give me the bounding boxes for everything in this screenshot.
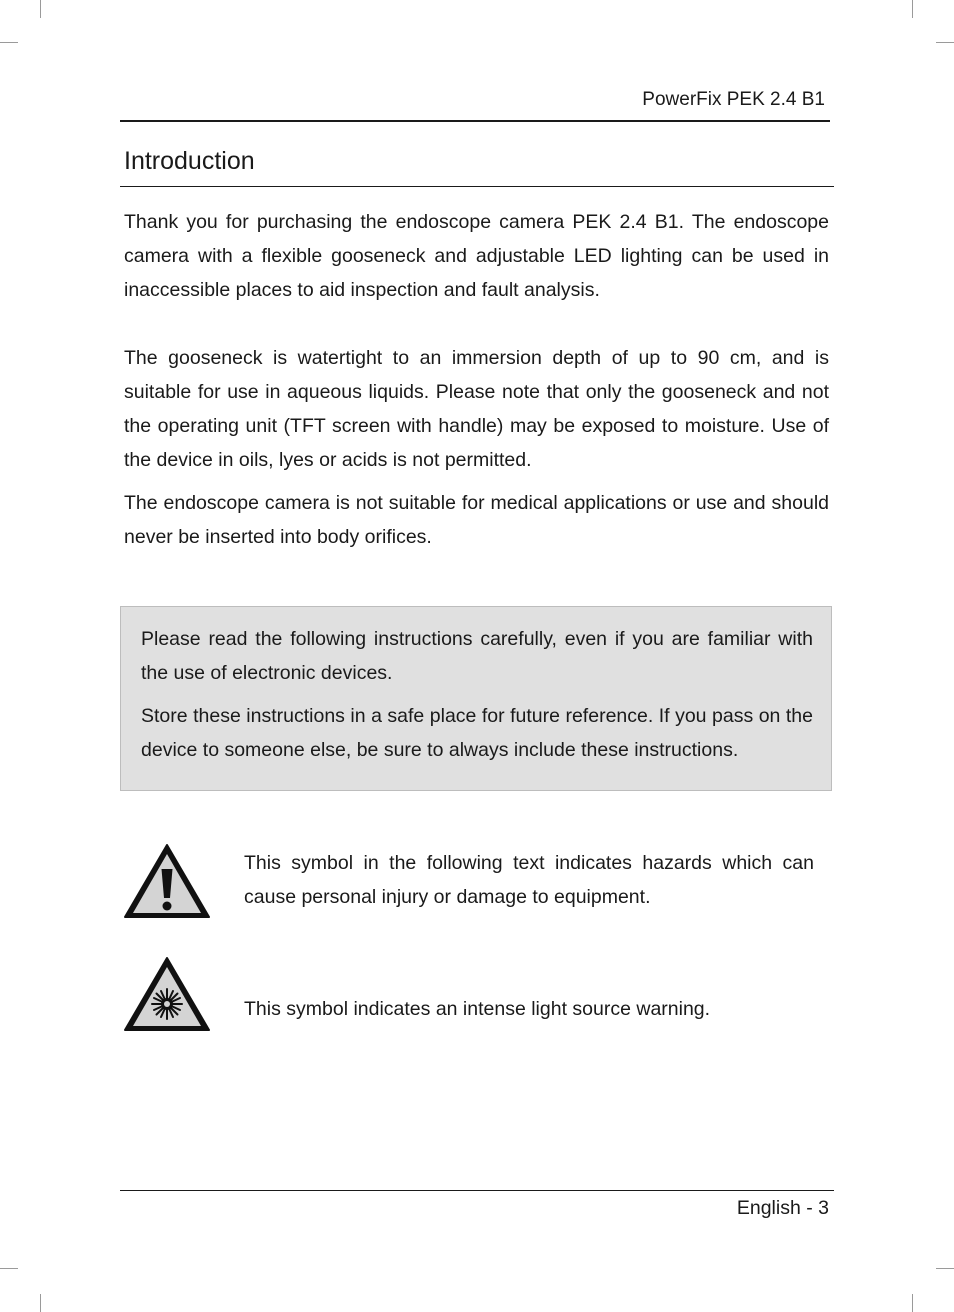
crop-mark xyxy=(936,1268,954,1269)
warning-exclamation-icon xyxy=(123,843,211,919)
crop-mark xyxy=(912,0,913,18)
crop-mark xyxy=(0,1268,18,1269)
crop-mark xyxy=(936,42,954,43)
body-paragraph: The gooseneck is watertight to an immersion depth of up to 90 cm, and is suitable for use in aqueous liquids. Please note that only the gooseneck and not the operating unit (TFT screen with handle) may be exposed to moisture. Use of the device in oils, lyes or acids is not permitted. xyxy=(124,347,829,471)
notice-box xyxy=(120,606,832,791)
symbol-description: This symbol indicates an intense light source warning. xyxy=(244,998,711,1020)
header-product-name: PowerFix PEK 2.4 B1 xyxy=(642,89,825,110)
notice-paragraph: Store these instructions in a safe place for future reference. If you pass on the device to someone else, be sure to always include these instructions. xyxy=(141,705,813,761)
body-paragraph: Thank you for purchasing the endoscope camera PEK 2.4 B1. The endoscope camera with a flexible gooseneck and adjustable LED lighting can be used in inaccessible places to aid inspection and fault analysis. xyxy=(124,211,829,301)
crop-mark xyxy=(0,42,18,43)
crop-mark xyxy=(40,1294,41,1312)
footer-rule xyxy=(120,1190,834,1191)
notice-paragraph: Please read the following instructions carefully, even if you are familiar with the use of electronic devices. xyxy=(141,628,813,684)
crop-mark xyxy=(912,1294,913,1312)
page-number: English - 3 xyxy=(736,1197,829,1219)
title-rule xyxy=(120,186,834,187)
intense-light-warning-icon xyxy=(123,956,211,1032)
section-title: Introduction xyxy=(124,147,255,175)
symbol-description: This symbol in the following text indicates hazards which can cause personal injury or damage to equipment. xyxy=(244,852,814,908)
crop-mark xyxy=(40,0,41,18)
body-paragraph: The endoscope camera is not suitable for medical applications or use and should never be inserted into body orifices. xyxy=(124,492,829,548)
header-rule xyxy=(120,120,830,122)
